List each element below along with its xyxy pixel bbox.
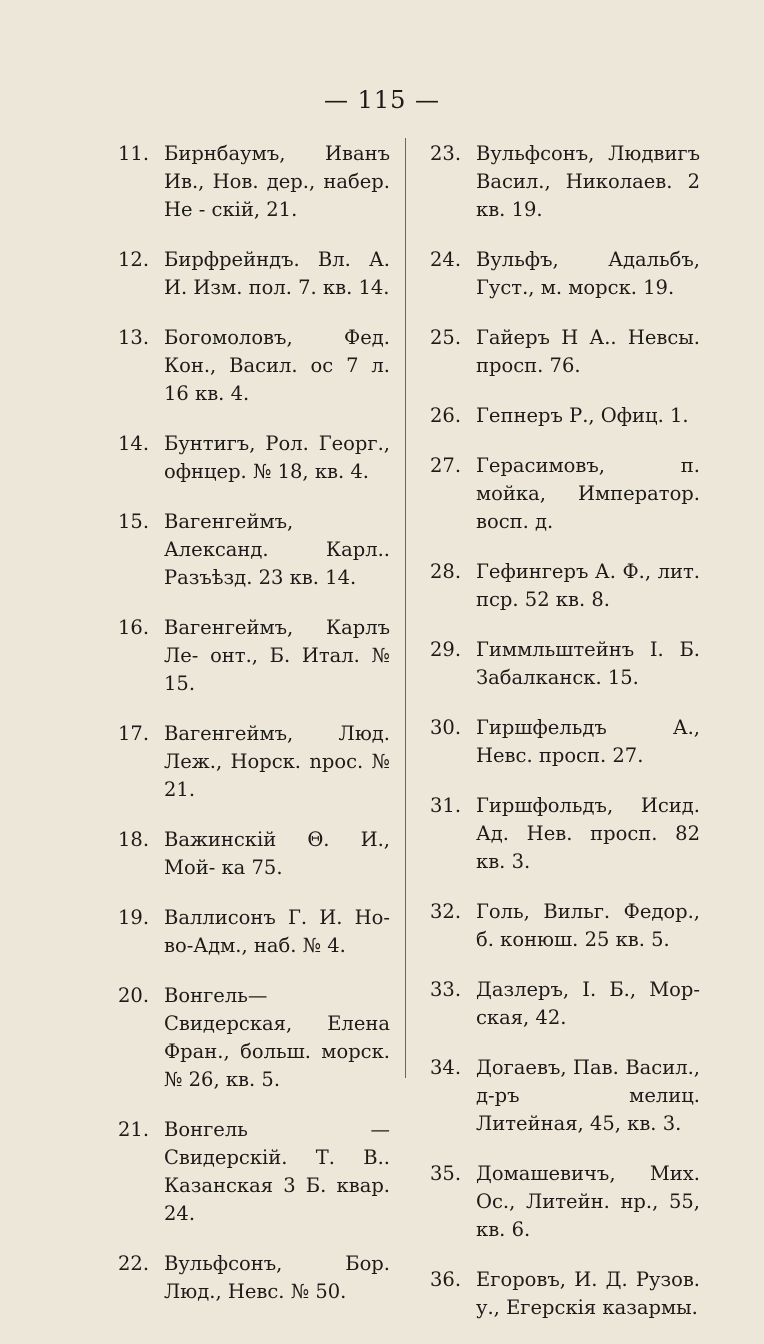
entry-text: Гефингеръ А. Ф., лит. пср. 52 кв. 8. bbox=[476, 560, 700, 611]
entry-text: Гайеръ Н А.. Невсы. просп. 76. bbox=[476, 326, 700, 377]
entry-number: 24. bbox=[430, 248, 462, 271]
entry-number: 14. bbox=[118, 432, 150, 455]
entry-number: 36. bbox=[430, 1268, 462, 1291]
list-item bbox=[118, 508, 390, 592]
entry-text: Бунтигъ, Рол. Георг., офнцер. № 18, кв. 4. bbox=[164, 432, 390, 483]
entry-text: Бирнбаумъ, Иванъ Ив., Нов. дер., набер. Не - скій, 21. bbox=[164, 142, 390, 221]
entry-text: Вонгель — Свидерскій. Т. В.. Казанская 3 Б. квар. 24. bbox=[164, 1118, 390, 1225]
entry-number: 12. bbox=[118, 248, 150, 271]
list-item bbox=[118, 614, 390, 698]
entry-text: Богомоловъ, Фед. Кон., Васил. ос 7 л. 16 кв. 4. bbox=[164, 326, 390, 405]
entry-text: Вульфсонъ, Бор. Люд., Невс. № 50. bbox=[164, 1252, 390, 1303]
column-divider bbox=[405, 138, 406, 1078]
list-item bbox=[430, 246, 700, 302]
list-item bbox=[118, 904, 390, 960]
entry-number: 15. bbox=[118, 510, 150, 533]
entry-text: Дазлеръ, I. Б., Мор- ская, 42. bbox=[476, 978, 700, 1029]
entry-text: Вагенгеймъ, Карлъ Ле- онт., Б. Итал. № 15. bbox=[164, 616, 390, 695]
entry-text: Голь, Вильг. Федор., б. конюш. 25 кв. 5. bbox=[476, 900, 700, 951]
list-item bbox=[430, 324, 700, 380]
entry-text: Важинскій Θ. И., Мой- ка 75. bbox=[164, 828, 390, 879]
entry-number: 32. bbox=[430, 900, 462, 923]
list-item bbox=[118, 1116, 390, 1228]
left-column bbox=[118, 140, 390, 1328]
list-item bbox=[430, 636, 700, 692]
entry-number: 13. bbox=[118, 326, 150, 349]
entry-text: Егоровъ, И. Д. Рузов. у., Егерскія казармы. bbox=[476, 1268, 700, 1319]
entry-number: 33. bbox=[430, 978, 462, 1001]
entry-number: 21. bbox=[118, 1118, 150, 1141]
entry-number: 34. bbox=[430, 1056, 462, 1079]
entry-text: Гиршфельдъ А., Невс. просп. 27. bbox=[476, 716, 700, 767]
entry-text: Домашевичъ, Мих. Ос., Литейн. нр., 55, кв. 6. bbox=[476, 1162, 700, 1241]
entry-text: Бирфрейндъ. Вл. А. И. Изм. пол. 7. кв. 14. bbox=[164, 248, 390, 299]
entry-text: Гепнеръ Р., Офиц. 1. bbox=[476, 404, 689, 427]
entry-number: 30. bbox=[430, 716, 462, 739]
entry-text: Вагенгеймъ, Александ. Карл.. Разъѣзд. 23 кв. 14. bbox=[164, 510, 390, 589]
entry-number: 27. bbox=[430, 454, 462, 477]
entry-number: 29. bbox=[430, 638, 462, 661]
page-number: — 115 — bbox=[323, 86, 441, 114]
list-item bbox=[118, 982, 390, 1094]
list-item bbox=[430, 402, 700, 430]
entry-text: Догаевъ, Пав. Васил., д-ръ мелиц. Литейная, 45, кв. 3. bbox=[476, 1056, 700, 1135]
entry-text: Вульфсонъ, Людвигъ Васил., Николаев. 2 кв. 19. bbox=[476, 142, 700, 221]
list-item bbox=[430, 792, 700, 876]
list-item bbox=[118, 140, 390, 224]
entry-text: Герасимовъ, п. мойка, Император. восп. д. bbox=[476, 454, 700, 533]
entry-number: 16. bbox=[118, 616, 150, 639]
list-item bbox=[118, 324, 390, 408]
entry-number: 25. bbox=[430, 326, 462, 349]
list-item bbox=[118, 720, 390, 804]
list-item bbox=[430, 1054, 700, 1138]
list-item bbox=[430, 140, 700, 224]
list-item bbox=[118, 1250, 390, 1306]
list-item bbox=[430, 714, 700, 770]
list-item bbox=[430, 1160, 700, 1244]
entry-number: 26. bbox=[430, 404, 462, 427]
list-item bbox=[118, 430, 390, 486]
list-item bbox=[430, 558, 700, 614]
entry-text: Гиммльштейнъ I. Б. Забалканск. 15. bbox=[476, 638, 700, 689]
entry-number: 31. bbox=[430, 794, 462, 817]
list-item bbox=[430, 898, 700, 954]
right-column bbox=[430, 140, 700, 1344]
entry-number: 23. bbox=[430, 142, 462, 165]
entry-number: 20. bbox=[118, 984, 150, 1007]
list-item bbox=[430, 1266, 700, 1322]
list-item bbox=[430, 452, 700, 536]
entry-number: 18. bbox=[118, 828, 150, 851]
entry-text: Вонгель—Свидерская, Елена Фран., больш. морск. № 26, кв. 5. bbox=[164, 984, 390, 1091]
entry-number: 19. bbox=[118, 906, 150, 929]
entry-number: 28. bbox=[430, 560, 462, 583]
list-item bbox=[118, 246, 390, 302]
entry-text: Вульфъ, Адальбъ, Густ., м. морск. 19. bbox=[476, 248, 700, 299]
list-item bbox=[118, 826, 390, 882]
entry-number: 11. bbox=[118, 142, 150, 165]
entry-text: Гиршфольдъ, Исид. Ад. Нев. просп. 82 кв. 3. bbox=[476, 794, 700, 873]
entry-number: 22. bbox=[118, 1252, 150, 1275]
entry-number: 17. bbox=[118, 722, 150, 745]
entry-text: Валлисонъ Г. И. Но- во-Адм., наб. № 4. bbox=[164, 906, 390, 957]
entry-text: Вагенгеймъ, Люд. Леж., Нopск. npoc. № 21. bbox=[164, 722, 390, 801]
list-item bbox=[430, 976, 700, 1032]
entry-number: 35. bbox=[430, 1162, 462, 1185]
